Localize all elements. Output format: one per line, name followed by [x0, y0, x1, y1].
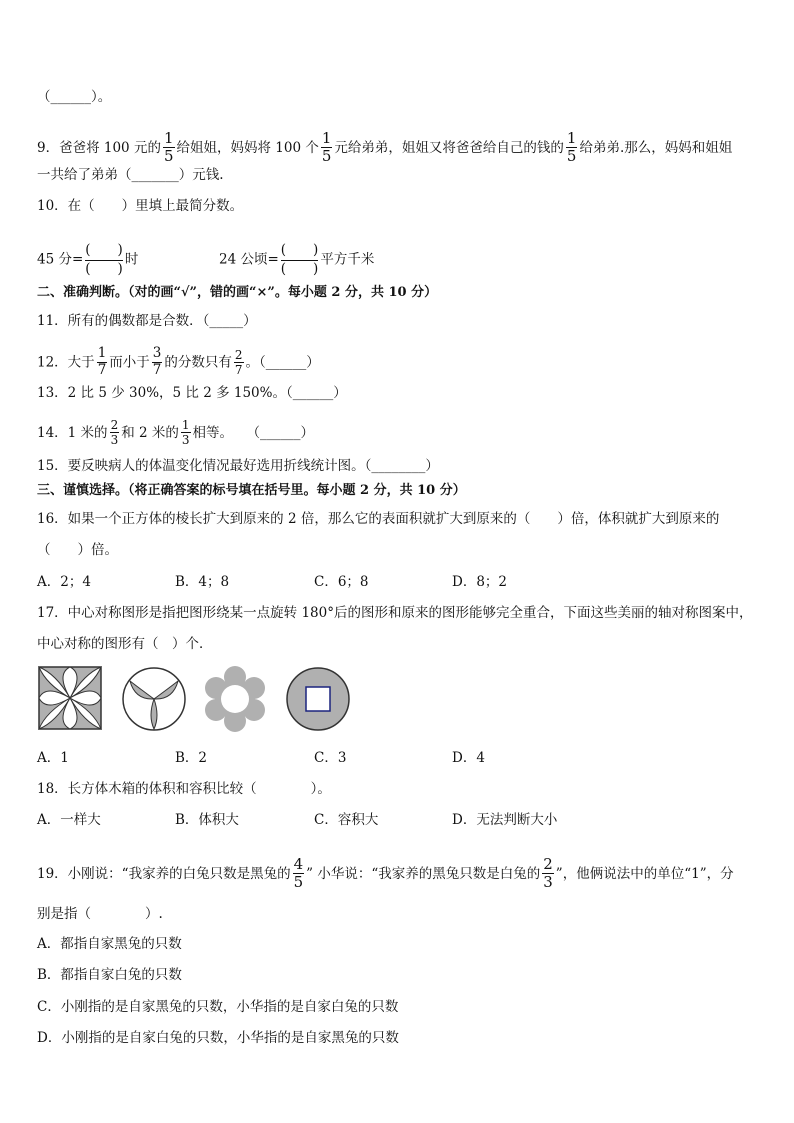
question-17-line2: 中心对称的图形有（ ）个．	[37, 636, 213, 652]
question-19-line2: 别是指（ ）.	[37, 906, 163, 922]
question-11: 11．所有的偶数都是合数．（_____）	[37, 313, 257, 329]
figure-coin	[285, 666, 351, 732]
option-d: D．4	[452, 750, 485, 766]
question-9-line2: 一共给了弟弟（_______）元钱.	[37, 167, 224, 183]
option-a: A．2；4	[37, 574, 91, 590]
fraction-blank: ( ) ( )	[85, 242, 123, 277]
question-10: 10．在（ ）里填上最简分数。	[37, 198, 244, 214]
option-d: D．小刚指的是自家白兔的只数，小华指的是自家黑兔的只数	[37, 1030, 399, 1046]
fraction: $\frac{4}{5}$	[293, 855, 304, 891]
fraction: $\frac{1}{5}$	[321, 129, 332, 165]
option-c: C．6；8	[314, 574, 369, 590]
fraction: $\frac{1}{5}$	[566, 129, 577, 165]
figure-square-petals	[38, 666, 102, 730]
option-b: B．4；8	[175, 574, 230, 590]
question-10-item-a: 45 分= ( ) ( ) 时	[37, 242, 139, 277]
question-9: 9．爸爸将 100 元的 $\frac{1}{5}$ 给姐姐，妈妈将 100 个 $\frac{1}{5}$ 元给弟弟，姐姐又将爸爸给自己的钱的 $\frac{1}{5}$ 给弟弟.那么，妈妈和姐姐	[37, 129, 733, 165]
figure-circle-three-leaves	[121, 666, 187, 732]
fraction: $\frac{2}{3}$	[110, 418, 119, 447]
figure-flower-ring	[202, 666, 268, 732]
fraction: $\frac{3}{7}$	[152, 345, 162, 378]
option-a: A．一样大	[37, 812, 101, 828]
question-12: 12．大于 $\frac{1}{7}$ 而小于 $\frac{3}{7}$ 的分数只有 $\frac{2}{7}$ 。（______）	[37, 345, 320, 378]
fraction: $\frac{1}{5}$	[163, 129, 174, 165]
question-10-item-b: 24 公顷= ( ) ( ) 平方千米	[219, 242, 375, 277]
fraction-blank: ( ) ( )	[280, 242, 319, 277]
option-b: B．2	[175, 750, 208, 766]
question-17: 17．中心对称图形是指把图形绕某一点旋转 180°后的图形和原来的图形能够完全重合，下面这些美丽的轴对称图案中，	[37, 605, 753, 621]
question-16: 16．如果一个正方体的棱长扩大到原来的 2 倍，那么它的表面积就扩大到原来的（ ）倍，体积就扩大到原来的	[37, 511, 720, 527]
option-a: A．1	[37, 750, 69, 766]
option-c: C．容积大	[314, 812, 379, 828]
option-b: B．体积大	[175, 812, 239, 828]
question-15: 15．要反映病人的体温变化情况最好选用折线统计图。（________）	[37, 458, 439, 474]
section-2-heading: 二、准确判断。（对的画“√”，错的画“×”。每小题 2 分，共 10 分）	[37, 285, 438, 300]
question-16-line2: （ ）倍。	[37, 542, 118, 558]
question-18: 18．长方体木箱的体积和容积比较（ ）。	[37, 781, 331, 797]
fraction: $\frac{2}{7}$	[234, 347, 243, 377]
fraction: $\frac{1}{7}$	[97, 345, 107, 378]
question-19: 19．小刚说：“我家养的白兔只数是黑兔的 $\frac{4}{5}$ ” 小华说：“我家养的黑兔只数是白兔的 $\frac{2}{3}$ ”，他俩说法中的单位“1”，分	[37, 855, 734, 891]
fraction: $\frac{2}{3}$	[543, 855, 553, 891]
option-d: D．8；2	[452, 574, 508, 590]
question-14: 14．1 米的 $\frac{2}{3}$ 和 2 米的 $\frac{1}{3}$ 相等。 （______）	[37, 418, 315, 447]
section-3-heading: 三、谨慎选择。（将正确答案的标号填在括号里。每小题 2 分，共 10 分）	[37, 483, 466, 498]
option-c: C．小刚指的是自家黑兔的只数，小华指的是自家白兔的只数	[37, 999, 399, 1015]
fraction: $\frac{1}{3}$	[181, 418, 190, 447]
option-b: B．都指自家白兔的只数	[37, 967, 182, 983]
option-d: D．无法判断大小	[452, 812, 558, 828]
continued-answer-line: （______）。	[37, 89, 112, 105]
option-a: A．都指自家黑兔的只数	[37, 936, 182, 952]
question-13: 13．2 比 5 少 30%，5 比 2 多 150%。（______）	[37, 385, 347, 401]
option-c: C．3	[314, 750, 347, 766]
